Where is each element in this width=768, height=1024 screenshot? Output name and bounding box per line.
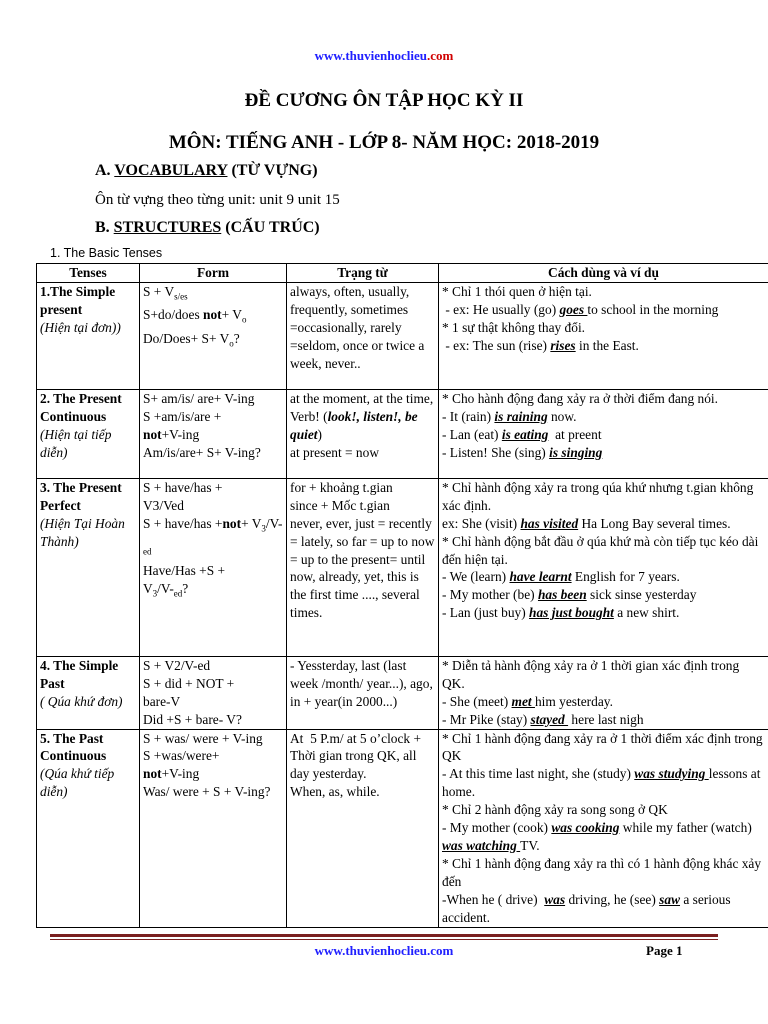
adverb-cell: always, often, usually, frequently, sometimes =occasionally, rarely =seldom, once or twice a week, never.. bbox=[287, 282, 439, 389]
table-row bbox=[37, 389, 768, 478]
tense-cell bbox=[37, 729, 140, 927]
usage-cell: * Chỉ 1 thói quen ở hiện tại. - ex: He usually (go) goes to school in the morning * 1 sự thật không thay đổi. - ex: The sun (rise) rises in the East. bbox=[439, 282, 768, 389]
column-header: Form bbox=[140, 264, 287, 283]
table-row bbox=[37, 656, 768, 729]
column-header: Cách dùng và ví dụ bbox=[439, 264, 768, 283]
usage-cell: * Chỉ hành động xảy ra trong qúa khứ nhưng t.gian không xác định. ex: She (visit) has visited Ha Long Bay several times. * Chỉ hành động bắt đầu ở qúa khứ mà còn tiếp tục kéo dài đến hiện tại. - We (learn) have learnt English for 7 years. - My mother (be) has been sick sinse yesterday - Lan (just buy) has just bought a new shirt. bbox=[439, 478, 768, 656]
usage-cell: * Cho hành động đang xảy ra ở thời điểm đang nói. - It (rain) is raining now. - Lan (eat) is eating at preent - Listen! She (sing) is singing bbox=[439, 389, 768, 478]
document-title: ĐỀ CƯƠNG ÔN TẬP HỌC KỲ II bbox=[244, 90, 524, 111]
footer-website-link[interactable]: www.thuvienhoclieu.com bbox=[314, 943, 454, 958]
form-cell: S + was/ were + V-ing S +was/were+ not+V-ing Was/ were + S + V-ing? bbox=[140, 729, 287, 927]
tense-name: 4. The Simple Past bbox=[40, 657, 119, 691]
form-cell: $S + V_{s/es}$ S+do/does $not+ V_o$ Do/Does+ $S+ V_o$? bbox=[140, 282, 287, 389]
table-header-row bbox=[37, 264, 768, 283]
adverb-cell: - Yessterday, last (last week /month/ year...), ago, in + year(in 2000...) bbox=[287, 656, 439, 729]
tenses-table bbox=[36, 263, 768, 928]
tense-vi: (Hiện tại tiếp diễn) bbox=[40, 426, 112, 460]
section-a-heading: A. VOCABULARY (TỪ VỰNG) bbox=[95, 162, 318, 179]
page-number: Page 1 bbox=[646, 943, 683, 958]
header-website-link[interactable]: www.thuvienhoclieu.com bbox=[314, 48, 454, 63]
table-row bbox=[37, 282, 768, 389]
footer-divider bbox=[50, 934, 718, 937]
column-header: Tenses bbox=[37, 264, 140, 283]
tense-vi: ( Qúa khứ đơn) bbox=[40, 693, 123, 709]
tense-cell bbox=[37, 389, 140, 478]
tense-cell bbox=[37, 478, 140, 656]
form-cell: S + V2/V-ed S + did + NOT + bare-V Did +S + bare- V? bbox=[140, 656, 287, 729]
tense-name: 1.The Simple present bbox=[40, 283, 116, 317]
table-row bbox=[37, 729, 768, 927]
footer-divider-thin bbox=[50, 939, 718, 940]
column-header: Trạng từ bbox=[287, 264, 439, 283]
tense-name: 3. The Present Perfect bbox=[40, 479, 122, 513]
tense-vi: (Qúa khứ tiếp diễn) bbox=[40, 766, 115, 800]
usage-cell: * Diễn tả hành động xảy ra ở 1 thời gian xác định trong QK. - She (meet) met him yesterday. - Mr Pike (stay) stayed here last nigh bbox=[439, 656, 768, 729]
document-subtitle: MÔN: TIẾNG ANH - LỚP 8- NĂM HỌC: 2018-2019 bbox=[168, 132, 600, 153]
vocab-line: Ôn từ vựng theo từng unit: unit 9 unit 15 bbox=[95, 192, 340, 208]
tense-name: 2. The Present Continuous bbox=[40, 390, 122, 424]
adverb-cell: for + khoảng t.gian since + Mốc t.gian never, ever, just = recently = lately, so far = up to now = up to the present= until now, already, yet, this is the first time ...., several times. bbox=[287, 478, 439, 656]
usage-cell: * Chỉ 1 hành động đang xảy ra ở 1 thời điểm xác định trong QK - At this time last night, she (study) was studying lessons at home. * Chỉ 2 hành động xảy ra song song ở QK - My mother (cook) was cooking while my father (watch) was watching TV. * Chỉ 1 hành động đang xảy ra thì có 1 hành động khác xảy đến -When he ( drive) was driving, he (see) saw a serious accident. bbox=[439, 729, 768, 927]
tense-vi: (Hiện tại đơn)) bbox=[40, 319, 121, 335]
table-caption: 1. The Basic Tenses bbox=[50, 246, 163, 260]
table-row bbox=[37, 478, 768, 656]
section-b-heading: B. STRUCTURES (CẤU TRÚC) bbox=[95, 219, 320, 236]
adverb-cell: At 5 P.m/ at 5 o’clock + Thời gian trong QK, all day yesterday. When, as, while. bbox=[287, 729, 439, 927]
form-cell: S + have/has + V3/Ved S + have/has $+not+ V_3/V-_{ed}$ Have/Has +S + $V_3/V-_{ed}$? bbox=[140, 478, 287, 656]
tense-cell bbox=[37, 656, 140, 729]
tense-vi: (Hiện Tại Hoàn Thành) bbox=[40, 515, 125, 549]
tense-name: 5. The Past Continuous bbox=[40, 730, 107, 764]
adverb-cell: at the moment, at the time, Verb! (look!, listen!, be quiet) at present = now bbox=[287, 389, 439, 478]
tense-cell bbox=[37, 282, 140, 389]
form-cell: S+ am/is/ are+ V-ing S +am/is/are + not+V-ing Am/is/are+ S+ V-ing? bbox=[140, 389, 287, 478]
